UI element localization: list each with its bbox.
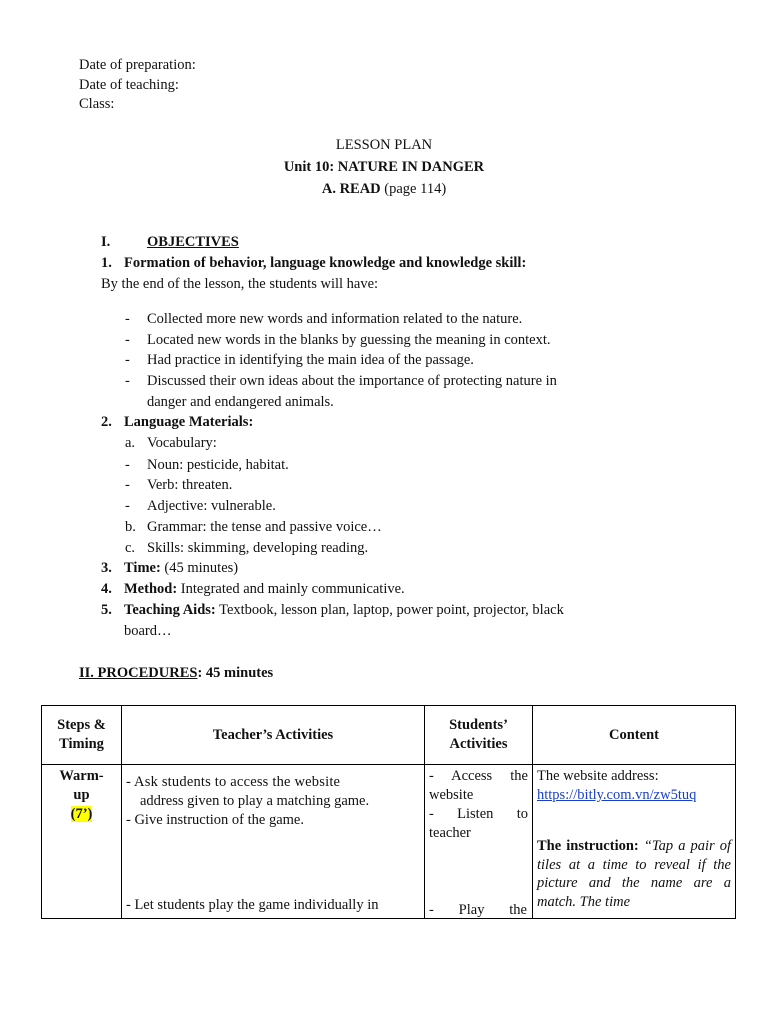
obj-5-text-continued: board… bbox=[124, 623, 172, 639]
objectives-intro: By the end of the lesson, the students will have: bbox=[101, 276, 379, 292]
read-page: (page 114) bbox=[384, 181, 447, 197]
spacer bbox=[537, 805, 731, 837]
website-address-label: The website address: bbox=[537, 768, 659, 784]
step-time-badge: (7’) bbox=[70, 805, 93, 822]
teacher-activity-2: - Give instruction of the game. bbox=[126, 811, 304, 828]
procedures-duration: : 45 minutes bbox=[197, 665, 274, 681]
material-a-label: a. bbox=[125, 435, 136, 451]
material-noun: Noun: pesticide, habitat. bbox=[147, 457, 289, 473]
obj-5-number: 5. bbox=[101, 602, 112, 618]
bullet-dash: - bbox=[125, 498, 130, 514]
material-c-label: c. bbox=[125, 540, 136, 556]
header-steps: Steps & bbox=[57, 717, 106, 734]
header-students: Students’ bbox=[449, 717, 508, 734]
obj-1-title: Formation of behavior, language knowledge and knowledge skill: bbox=[124, 255, 527, 271]
obj-4-number: 4. bbox=[101, 581, 112, 597]
table-row bbox=[42, 765, 736, 919]
bullet-dash: - bbox=[125, 352, 130, 368]
material-adjective: Adjective: vulnerable. bbox=[147, 498, 276, 514]
teacher-activity-line: - Ask students to access the website bbox=[126, 774, 341, 790]
objective-bullet: Had practice in identifying the main idea of the passage. bbox=[147, 352, 474, 368]
student-activity-1: - Access the website bbox=[429, 768, 528, 803]
header-teacher-activities: Teacher’s Activities bbox=[122, 706, 425, 765]
instruction-label: The instruction: bbox=[537, 837, 639, 854]
material-verb: Verb: threaten. bbox=[147, 477, 233, 493]
objective-bullet-continued: danger and endangered animals. bbox=[147, 394, 334, 410]
lesson-plan-title: LESSON PLAN bbox=[335, 137, 433, 153]
date-of-teaching: Date of teaching: bbox=[79, 77, 179, 93]
students-activities-cell bbox=[425, 765, 533, 919]
bullet-dash: - bbox=[125, 373, 130, 389]
obj-4-text: Integrated and mainly communicative. bbox=[180, 581, 405, 597]
instruction-text: “Tap a pair of tiles at a time to reveal if the picture and the name are a match. The time bbox=[537, 837, 732, 911]
obj-5-text: Textbook, lesson plan, laptop, power point, projector, black bbox=[219, 602, 564, 618]
bullet-dash: - bbox=[125, 311, 130, 327]
obj-1-number: 1. bbox=[101, 255, 112, 271]
student-activity-2: - Listen to teacher bbox=[429, 805, 528, 841]
obj-3-label: Time: bbox=[124, 560, 161, 576]
teacher-activity-1 bbox=[126, 767, 420, 830]
step-name-1: Warm- bbox=[59, 768, 104, 784]
obj-4-line bbox=[124, 580, 405, 600]
objective-bullet: Collected more new words and information related to the nature. bbox=[147, 311, 523, 327]
obj-5-line bbox=[124, 601, 564, 621]
bullet-dash: - bbox=[125, 457, 130, 473]
header-content: Content bbox=[533, 706, 736, 765]
obj-3-text: (45 minutes) bbox=[164, 560, 239, 576]
material-c-text: Skills: skimming, developing reading. bbox=[147, 540, 369, 556]
read-section-title bbox=[0, 180, 768, 200]
obj-3-line bbox=[124, 559, 238, 579]
read-label: A. READ bbox=[321, 181, 381, 197]
instruction-block bbox=[537, 837, 731, 912]
teacher-activity-3: - Let students play the game individually in bbox=[126, 897, 379, 913]
header-timing: Timing bbox=[59, 736, 104, 752]
bullet-dash: - bbox=[125, 332, 130, 348]
teacher-activities-cell bbox=[122, 765, 425, 919]
material-b-text: Grammar: the tense and passive voice… bbox=[147, 519, 382, 535]
unit-title: Unit 10: NATURE IN DANGER bbox=[283, 159, 485, 175]
header-students-activities bbox=[425, 706, 533, 765]
obj-3-number: 3. bbox=[101, 560, 112, 576]
section-roman-1: I. bbox=[101, 234, 111, 250]
header-steps-timing bbox=[42, 706, 122, 765]
procedures-heading bbox=[79, 664, 273, 684]
bullet-dash: - bbox=[125, 477, 130, 493]
material-b-label: b. bbox=[125, 519, 136, 535]
step-cell bbox=[42, 765, 122, 919]
objective-bullet: Located new words in the blanks by guessing the meaning in context. bbox=[147, 332, 551, 348]
date-of-preparation: Date of preparation: bbox=[79, 57, 196, 73]
table-header-row bbox=[42, 706, 736, 765]
website-link[interactable]: https://bitly.com.vn/zw5tuq bbox=[537, 786, 697, 803]
student-activity-3: - Play the bbox=[429, 902, 527, 918]
step-name-2: up bbox=[73, 786, 90, 803]
obj-4-label: Method: bbox=[124, 581, 178, 597]
procedures-table bbox=[41, 705, 736, 919]
header-activities: Activities bbox=[449, 736, 508, 752]
procedures-title: II. PROCEDURES bbox=[79, 665, 198, 681]
class-label: Class: bbox=[79, 96, 115, 112]
objective-bullet: Discussed their own ideas about the importance of protecting nature in bbox=[147, 373, 557, 389]
obj-2-number: 2. bbox=[101, 414, 112, 430]
material-a-text: Vocabulary: bbox=[147, 435, 217, 451]
obj-5-label: Teaching Aids: bbox=[124, 602, 216, 618]
teacher-activity-line: address given to play a matching game. bbox=[140, 792, 370, 809]
content-cell bbox=[533, 765, 736, 919]
obj-2-title: Language Materials: bbox=[124, 414, 254, 430]
objectives-heading: OBJECTIVES bbox=[147, 234, 239, 250]
